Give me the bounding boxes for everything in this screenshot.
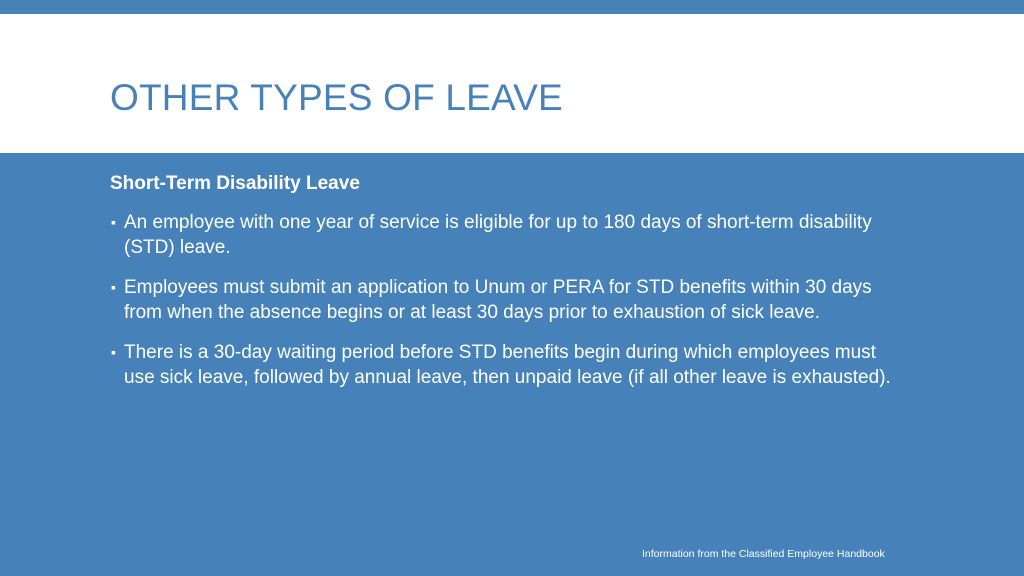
top-band xyxy=(0,0,1024,14)
section-subheading: Short-Term Disability Leave xyxy=(110,173,360,194)
bullet-list xyxy=(110,210,910,390)
bullet-text: Employees must submit an application to Unum or PERA for STD benefits within 30 days from when the absence begins or at least 30 days prior to exhaustion of sick leave. xyxy=(124,277,872,323)
bullet-text: There is a 30-day waiting period before STD benefits begin during which employees must use sick leave, followed by annual leave, then unpaid leave (if all other leave is exhausted). xyxy=(124,342,891,388)
slide-content xyxy=(110,170,910,405)
bullet-square-icon: ▪ xyxy=(111,344,116,360)
bullet-text: An employee with one year of service is eligible for up to 180 days of short-term disability (STD) leave. xyxy=(124,212,872,258)
bullet-item xyxy=(110,275,910,325)
bullet-square-icon: ▪ xyxy=(111,279,116,295)
slide-title: OTHER TYPES OF LEAVE xyxy=(110,77,563,118)
bullet-item xyxy=(110,210,910,260)
bullet-item xyxy=(110,340,910,390)
footer-source-note: Information from the Classified Employee Handbook xyxy=(642,548,885,560)
title-area xyxy=(0,14,1024,153)
bullet-square-icon: ▪ xyxy=(111,214,116,230)
